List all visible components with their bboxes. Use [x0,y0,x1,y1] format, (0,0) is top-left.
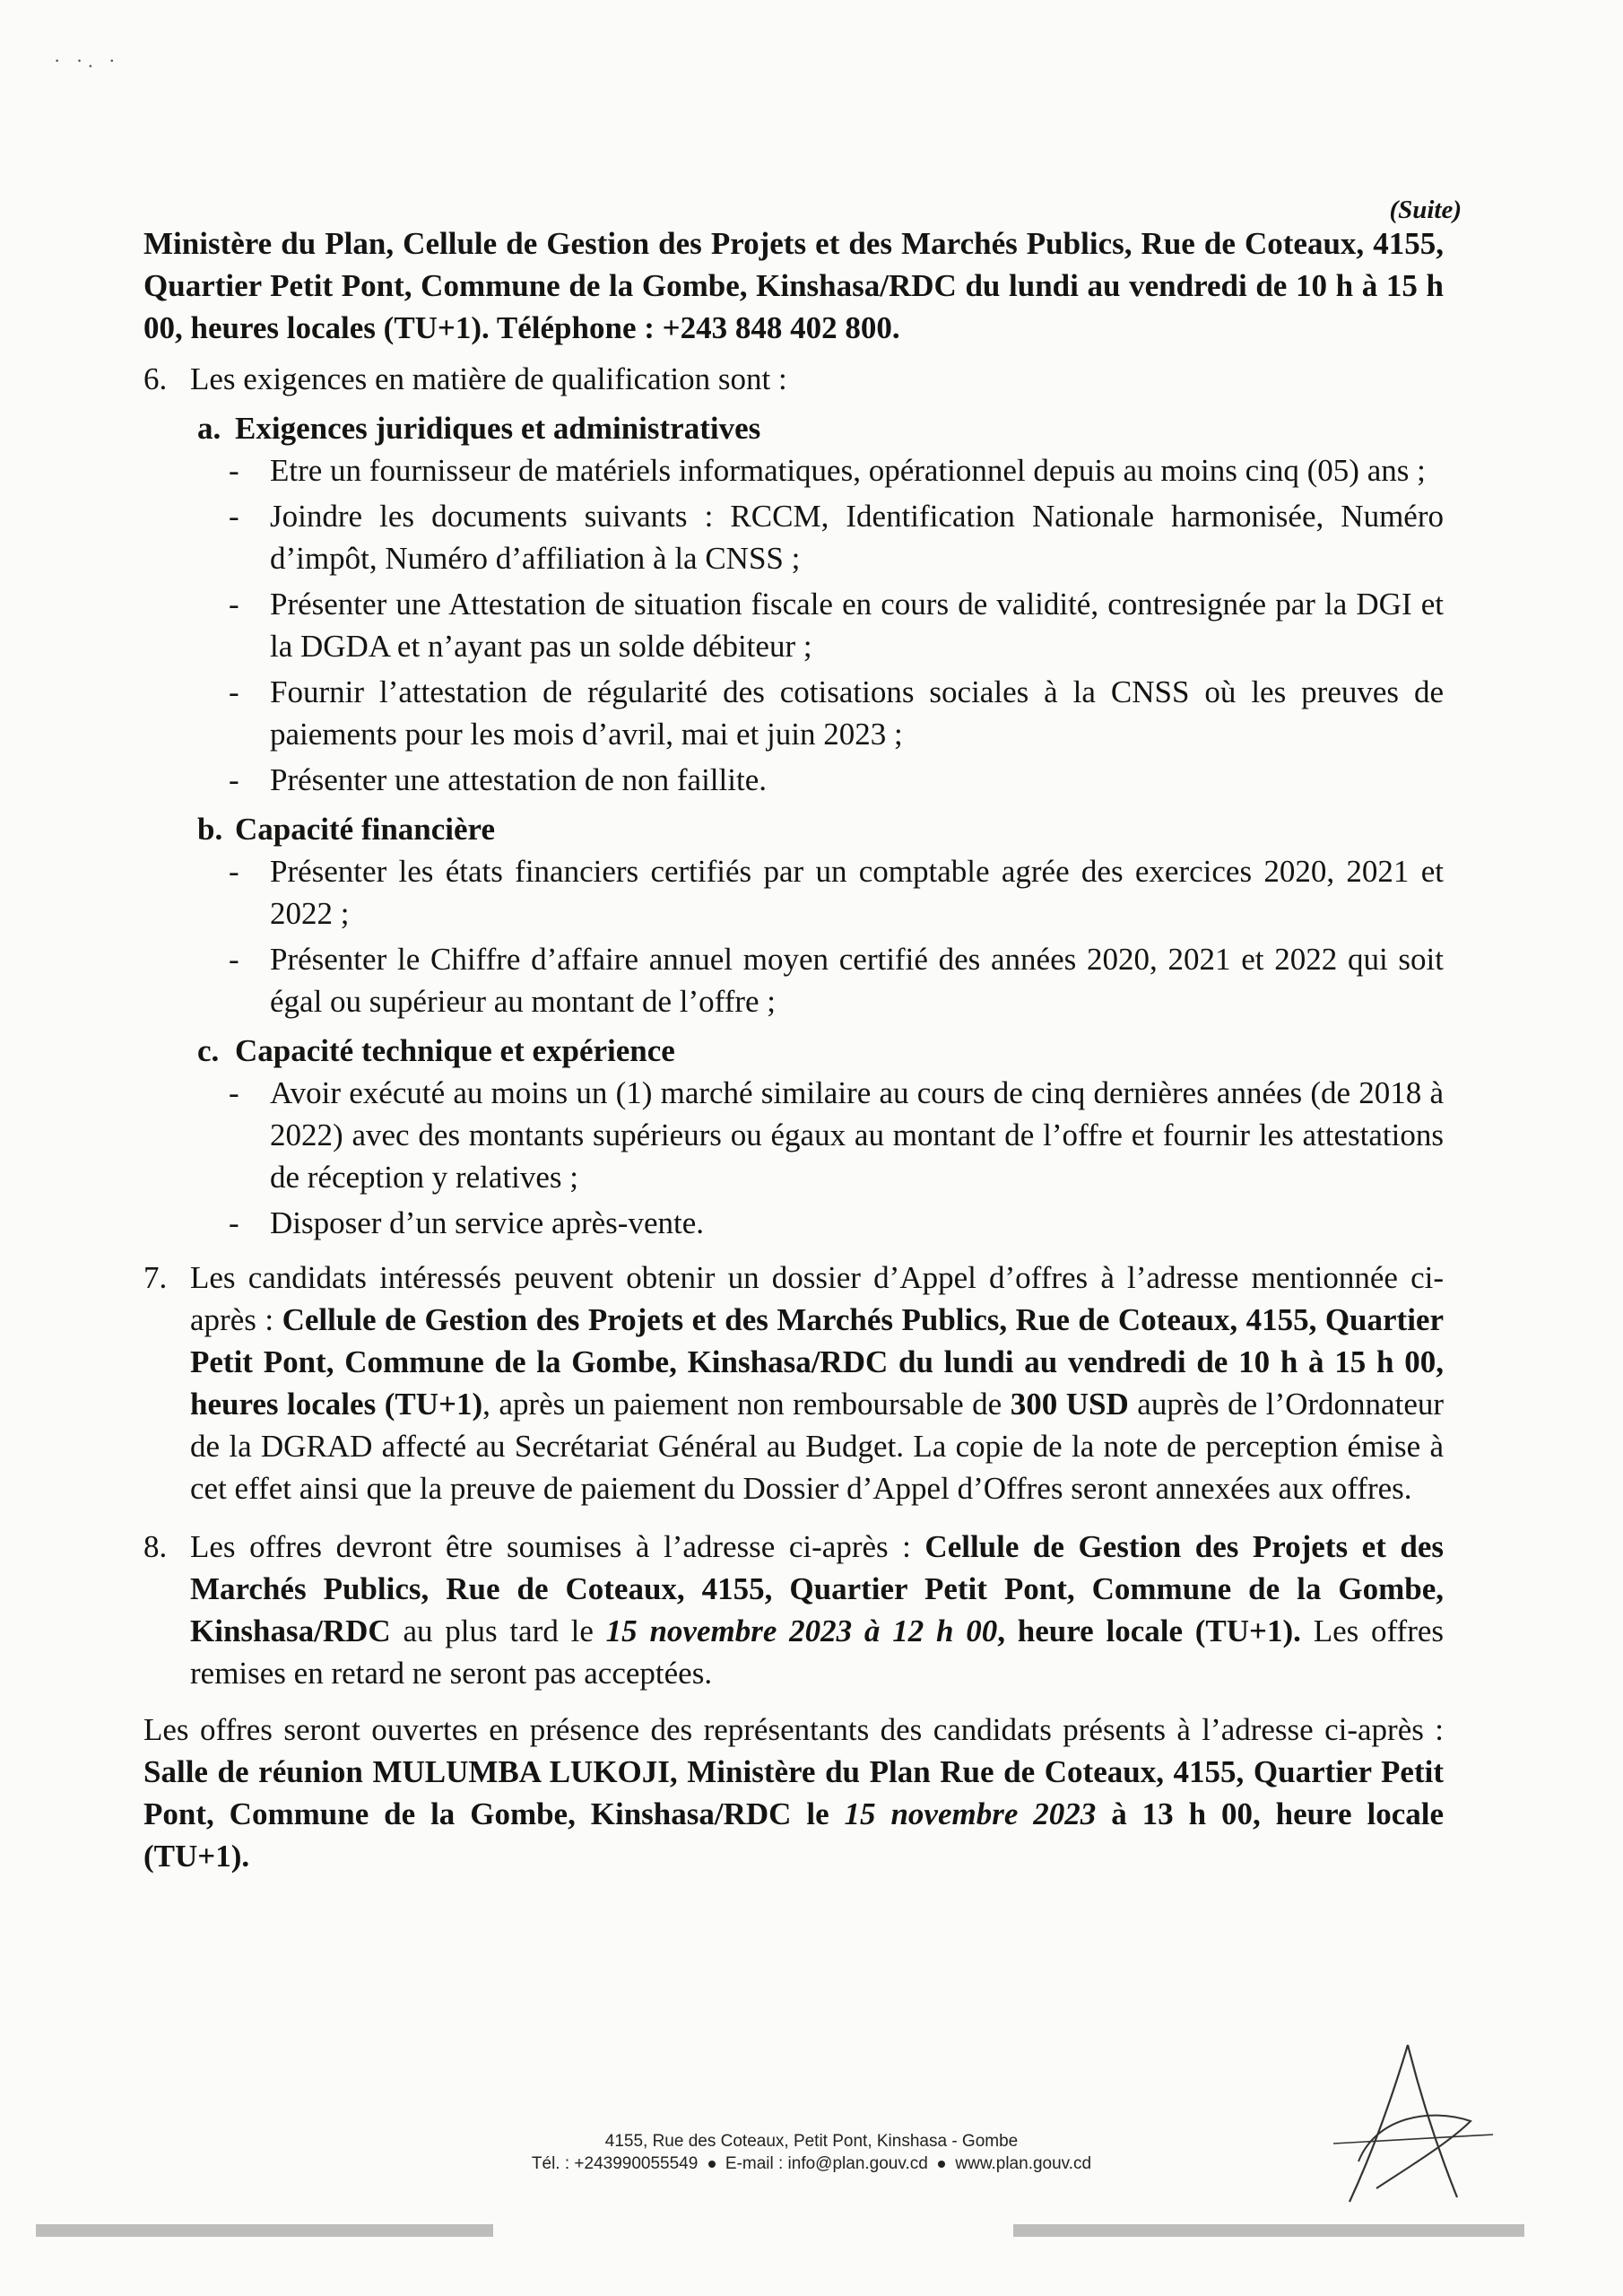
section-text: Les candidats intéressés peuvent obtenir un dossier d’Appel d’offres à l’adresse mentionnée ci-après : Cellule de Gestion des Projets et des Marchés Publics, Rue de Coteaux, 4155, Quartier Petit Pont, Commune de la Gombe, Kinshasa/RDC du lundi au vendredi de 10 h à 15 h 00, heures locales (TU+1), après un paiement non remboursable de 300 USD auprès de l’Ordonnateur de la DGRAD affecté au Secrétariat Général au Budget. La copie de la note de perception émise à cet effet ainsi que la preuve de paiement du Dossier d’Appel d’Offres seront annexées aux offres. [190,1260,1445,1506]
section-number: 6. [143,361,168,396]
section-intro: Les exigences en matière de qualification sont : [190,361,787,396]
section-number: 7. [143,1260,168,1295]
bullet-icon [938,2161,945,2168]
footer-contacts [0,2152,1623,2175]
list-item: - Etre un fournisseur de matériels informatiques, opérationnel depuis au moins cinq (05) ans ; [229,449,1444,491]
subsection-heading: b. Capacité financière [197,812,495,847]
continuation-label: (Suite) [1389,196,1462,224]
requirements-list-a [229,449,1444,801]
requirements-list-c [229,1072,1444,1244]
scan-edge-mark [36,2224,493,2237]
list-item: - Disposer d’un service après-vente. [229,1202,1444,1244]
footer-address: 4155, Rue des Coteaux, Petit Pont, Kinshasa - Gombe [604,2132,1019,2151]
list-item: - Présenter une Attestation de situation fiscale en cours de validité, contresignée par la DGI et la DGDA et n’ayant pas un solde débiteur ; [229,583,1444,667]
subsection-heading: a. Exigences juridiques et administratives [197,411,761,446]
list-item: - Fournir l’attestation de régularité des cotisations sociales à la CNSS où les preuves de paiements pour les mois d’avril, mai et juin 2023 ; [229,671,1444,755]
document-body [143,222,1444,1877]
list-item: - Présenter une attestation de non faillite. [229,759,1444,801]
closing-paragraph: Les offres seront ouvertes en présence des représentants des candidats présents à l’adresse ci-après : Salle de réunion MULUMBA LUKOJI, Ministère du Plan Rue de Coteaux, 4155, Quartier Petit Pont, Commune de la Gombe, Kinshasa/RDC le 15 novembre 2023 à 13 h 00, heure locale (TU+1). [143,1712,1444,1874]
section-8 [143,1526,1444,1694]
section-7 [143,1257,1444,1509]
handwritten-signature [1323,2036,1502,2215]
page-footer [0,2130,1623,2175]
list-item: - Présenter les états financiers certifiés par un comptable agrée des exercices 2020, 2021 et 2022 ; [229,850,1444,935]
list-item: - Présenter le Chiffre d’affaire annuel moyen certifié des années 2020, 2021 et 2022 qui soit égal ou supérieur au montant de l’offre ; [229,938,1444,1022]
scan-specks: · ·. · [54,49,121,72]
intro-paragraph: Ministère du Plan, Cellule de Gestion des Projets et des Marchés Publics, Rue de Coteaux, 4155, Quartier Petit Pont, Commune de la Gombe, Kinshasa/RDC du lundi au vendredi de 10 h à 15 h 00, heures locales (TU+1). Téléphone : +243 848 402 800. [143,226,1444,345]
scan-edge-mark [1013,2224,1524,2237]
subsection-heading: c. Capacité technique et expérience [197,1033,675,1068]
list-item: - Joindre les documents suivants : RCCM, Identification Nationale harmonisée, Numéro d’impôt, Numéro d’affiliation à la CNSS ; [229,495,1444,579]
bullet-icon [708,2161,716,2168]
section-number: 8. [143,1529,168,1564]
footer-email: E-mail : info@plan.gouv.cd [725,2154,928,2173]
requirements-list-b [229,850,1444,1022]
section-6 [143,358,1444,400]
list-item: - Avoir exécuté au moins un (1) marché similaire au cours de cinq dernières années (de 2018 à 2022) avec des montants supérieurs ou égaux au montant de l’offre et fournir les attestations de réception y relatives ; [229,1072,1444,1198]
section-text: Les offres devront être soumises à l’adresse ci-après : Cellule de Gestion des Projets et des Marchés Publics, Rue de Coteaux, 4155, Quartier Petit Pont, Commune de la Gombe, Kinshasa/RDC au plus tard le 15 novembre 2023 à 12 h 00, heure locale (TU+1). Les offres remises en retard ne seront pas acceptées. [190,1529,1444,1691]
footer-website: www.plan.gouv.cd [955,2154,1092,2173]
footer-tel: Tél. : +243990055549 [531,2154,699,2173]
